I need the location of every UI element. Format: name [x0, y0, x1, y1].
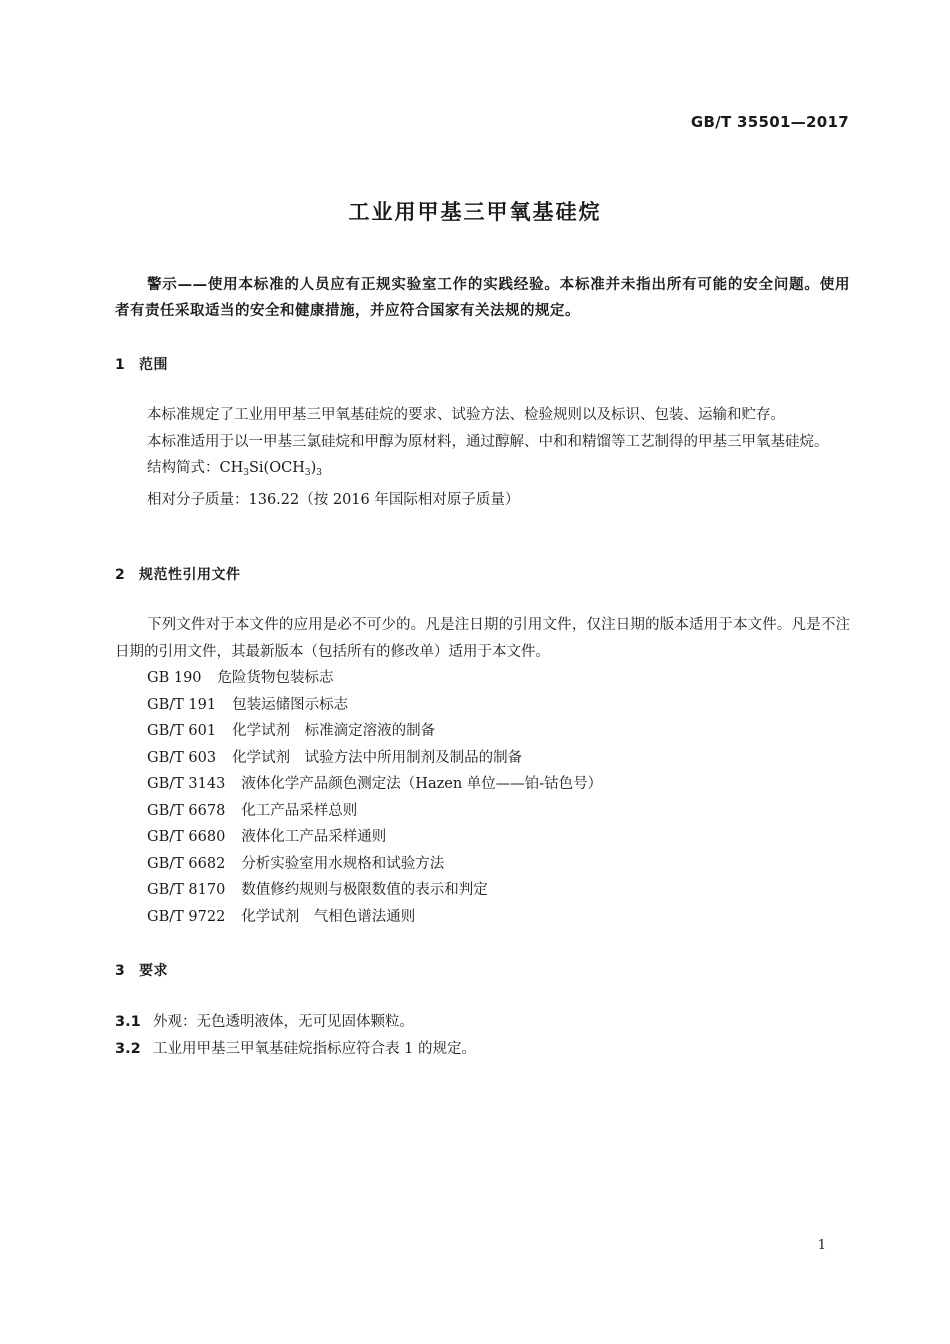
standard-number: GB/T 35501—2017: [690, 113, 849, 131]
section-title: 规范性引用文件: [139, 567, 241, 583]
reference-item: [115, 771, 850, 798]
reference-item: [115, 824, 850, 851]
reference-title: 数值修约规则与极限数值的表示和判定: [241, 882, 488, 898]
reference-code: GB/T 8170: [147, 882, 226, 898]
section-3-body: [115, 1009, 850, 1062]
reference-title: 液体化学产品颜色测定法（Hazen 单位——铂-钴色号）: [241, 776, 603, 792]
section-2-heading: [115, 564, 241, 584]
reference-code: GB/T 3143: [147, 776, 226, 792]
reference-title: 危险货物包装标志: [217, 670, 334, 686]
section-1-heading: [115, 354, 168, 374]
formula-label: 结构简式：: [147, 460, 220, 476]
reference-code: GB/T 191: [147, 696, 217, 713]
reference-code: GB/T 601: [147, 723, 217, 739]
clause-text: 工业用甲基三甲氧基硅烷指标应符合表 1 的规定。: [153, 1040, 476, 1057]
reference-item: [115, 692, 850, 719]
reference-item: [115, 851, 850, 878]
reference-item: [115, 904, 850, 931]
reference-item: [115, 877, 850, 904]
clause-text: 外观：无色透明液体，无可见固体颗粒。: [153, 1014, 414, 1030]
section-title: 范围: [139, 357, 168, 373]
formula-subscript: 3: [316, 468, 322, 478]
scope-paragraph-1: 本标准规定了工业用甲基三甲氧基硅烷的要求、试验方法、检验规则以及标识、包装、运输和贮存。: [147, 407, 785, 423]
reference-title: 化学试剂 气相色谱法通则: [241, 908, 416, 925]
section-3-heading: [115, 960, 168, 980]
section-title: 要求: [139, 963, 168, 979]
section-number: 2: [115, 567, 126, 583]
formula-subscript: 3: [243, 468, 249, 478]
reference-title: 化学试剂 标准滴定溶液的制备: [232, 723, 436, 739]
page-number: 1: [817, 1238, 826, 1253]
structural-formula: [115, 455, 850, 487]
reference-code: GB/T 6682: [147, 855, 226, 872]
reference-code: GB/T 9722: [147, 908, 226, 925]
reference-title: 包装运储图示标志: [232, 696, 349, 713]
scope-paragraph-2: 本标准适用于以一甲基三氯硅烷和甲醇为原材料，通过醇解、中和和精馏等工艺制得的甲基三甲氧基硅烷。: [147, 433, 829, 450]
reference-code: GB/T 6678: [147, 802, 226, 819]
section-1-body: [115, 402, 850, 513]
reference-code: GB/T 6680: [147, 829, 226, 845]
document-title: 工业用甲基三甲氧基硅烷: [348, 200, 602, 224]
molecular-mass: 相对分子质量：136.22（按 2016 年国际相对原子质量）: [147, 491, 520, 508]
clause-item: [115, 1009, 850, 1036]
section-number: 3: [115, 963, 126, 979]
reference-code: GB/T 603: [147, 749, 217, 766]
reference-title: 液体化工产品采样通则: [241, 829, 387, 845]
formula-subscript: 3: [304, 468, 311, 478]
reference-code: GB 190: [147, 670, 202, 686]
reference-title: 化学试剂 试验方法中所用制剂及制品的制备: [232, 749, 523, 766]
reference-title: 化工产品采样总则: [241, 802, 358, 819]
clause-number: 3.1: [115, 1014, 141, 1030]
reference-item: [115, 665, 850, 692]
clause-item: [115, 1036, 850, 1063]
reference-item: [115, 718, 850, 745]
section-2-body: [115, 612, 850, 930]
references-intro: 下列文件对于本文件的应用是必不可少的。凡是注日期的引用文件，仅注日期的版本适用于本文件。凡是不注日期的引用文件，其最新版本（包括所有的修改单）适用于本文件。: [115, 617, 850, 660]
formula-part: Si(OCH: [248, 460, 305, 476]
reference-item: [115, 745, 850, 772]
formula-part: ): [310, 460, 317, 476]
safety-warning: 警示——使用本标准的人员应有正规实验室工作的实践经验。本标准并未指出所有可能的安全问题。使用者有责任采取适当的安全和健康措施，并应符合国家有关法规的规定。: [115, 277, 850, 319]
section-number: 1: [115, 357, 126, 373]
clause-number: 3.2: [115, 1040, 141, 1057]
formula-part: CH: [219, 460, 244, 476]
reference-title: 分析实验室用水规格和试验方法: [241, 855, 445, 872]
reference-item: [115, 798, 850, 825]
